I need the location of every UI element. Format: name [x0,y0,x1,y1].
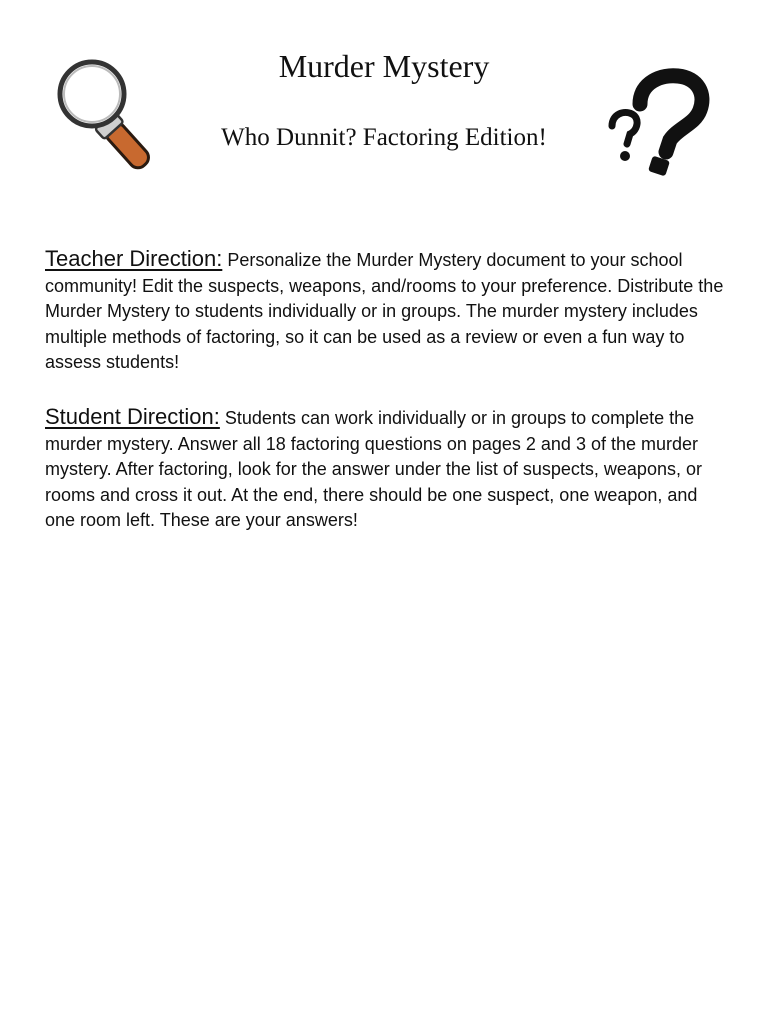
student-direction [45,404,730,534]
teacher-direction [45,246,730,376]
teacher-direction-heading: Teacher Direction: [45,246,223,271]
student-direction-text: Students can work individually or in groups to complete the murder mystery. Answer all 18 factoring questions on pages 2 and 3 of the murder mystery. After factoring, look for the answer under the list of suspects, weapons, or rooms and cross it out. At the end, there should be one suspect, one weapon, and one room left. These are your answers! [45,408,702,531]
teacher-direction-text: Personalize the Murder Mystery document to your school community! Edit the suspects, weapons, and/rooms to your preference. Distribute the Murder Mystery to students individually or in groups. The murder mystery includes multiple methods of factoring, so it can be used as a review or even a fun way to assess students! [45,250,724,373]
student-direction-heading: Student Direction: [45,404,220,429]
page-subtitle: Who Dunnit? Factoring Edition! [221,124,547,151]
page-title: Murder Mystery [278,48,490,84]
question-marks-icon [600,68,712,180]
